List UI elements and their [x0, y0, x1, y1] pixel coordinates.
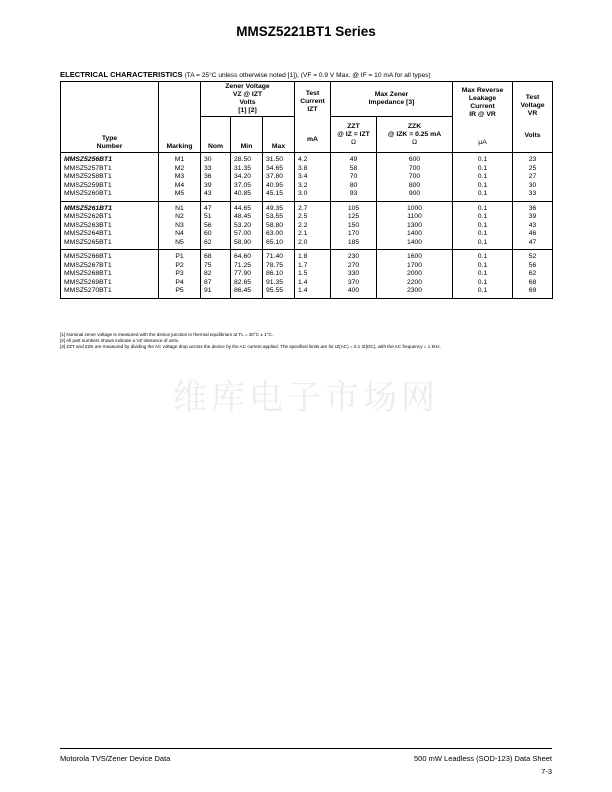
vr-cell: 56: [513, 262, 553, 271]
max-cell: 40.95: [263, 182, 295, 191]
vr-cell: 33: [513, 190, 553, 201]
marking-cell: N3: [159, 222, 201, 231]
marking-cell: P3: [159, 270, 201, 279]
type-cell: MMSZ5262BT1: [61, 213, 159, 222]
table-row: [61, 230, 553, 239]
type-cell: MMSZ5261BT1: [61, 201, 159, 213]
marking-cell: P2: [159, 262, 201, 271]
nom-cell: 91: [201, 287, 231, 298]
ir-cell: 0.1: [453, 153, 513, 165]
vr-cell: 46: [513, 230, 553, 239]
hmr-line3: Current: [470, 103, 495, 110]
header-zzt: [331, 117, 377, 153]
nom-cell: 39: [201, 182, 231, 191]
min-cell: 82.65: [231, 279, 263, 288]
vr-cell: 47: [513, 239, 553, 250]
zzk-cell: 600: [377, 153, 453, 165]
min-cell: 40.85: [231, 190, 263, 201]
max-cell: 34.65: [263, 165, 295, 174]
izt-cell: 1.4: [295, 287, 331, 298]
type-cell: MMSZ5257BT1: [61, 165, 159, 174]
marking-cell: N1: [159, 201, 201, 213]
marking-cell: P5: [159, 287, 201, 298]
nom-cell: 30: [201, 153, 231, 165]
zzt-cell: 230: [331, 250, 377, 262]
min-cell: 28.50: [231, 153, 263, 165]
table-row: [61, 190, 553, 201]
max-cell: 91.35: [263, 279, 295, 288]
nom-cell: 60: [201, 230, 231, 239]
ir-cell: 0.1: [453, 279, 513, 288]
zzt-cell: 330: [331, 270, 377, 279]
table-row: [61, 279, 553, 288]
nom-cell: 36: [201, 173, 231, 182]
vr-cell: 43: [513, 222, 553, 231]
izt-cell: 3.8: [295, 165, 331, 174]
min-cell: 77.90: [231, 270, 263, 279]
hzzk-line2: @ IZK = 0.25 mA: [387, 130, 442, 138]
footnotes: [60, 332, 560, 351]
ir-cell: 0.1: [453, 230, 513, 239]
htv-unit: Volts: [524, 132, 541, 139]
footnote-1: [1] Nominal zener voltage is measured with the device junction in thermal equilibrium at TL = 30°C ± 1°C.: [60, 332, 274, 337]
min-cell: 58.90: [231, 239, 263, 250]
izt-cell: 2.5: [295, 213, 331, 222]
ir-cell: 0.1: [453, 190, 513, 201]
type-cell: MMSZ5269BT1: [61, 279, 159, 288]
zzt-cell: 170: [331, 230, 377, 239]
max-cell: 71.40: [263, 250, 295, 262]
hzzt-line2: @ IZ = IZT: [337, 130, 370, 138]
vr-cell: 68: [513, 279, 553, 288]
hzzk-line1: ZZK: [407, 122, 422, 130]
hz-line4: [1] [2]: [238, 107, 257, 114]
type-cell: MMSZ5266BT1: [61, 250, 159, 262]
vr-cell: 23: [513, 153, 553, 165]
hzzk-unit: Ω: [411, 138, 418, 146]
header-zener-voltage: [201, 82, 295, 117]
izt-cell: 1.8: [295, 250, 331, 262]
table-body: [61, 153, 553, 299]
max-cell: 65.10: [263, 239, 295, 250]
marking-cell: M4: [159, 182, 201, 191]
izt-cell: 1.4: [295, 279, 331, 288]
hz-line3: Volts: [239, 99, 256, 106]
zzt-cell: 125: [331, 213, 377, 222]
htc-line2: Current: [300, 98, 325, 105]
header-min: Min: [231, 117, 263, 153]
zzk-cell: 1300: [377, 222, 453, 231]
ir-cell: 0.1: [453, 222, 513, 231]
table-row: [61, 287, 553, 298]
htc-line1: Test: [305, 90, 320, 97]
zzt-cell: 400: [331, 287, 377, 298]
zzk-cell: 1100: [377, 213, 453, 222]
header-max-reverse-leakage: [453, 82, 513, 153]
zzk-cell: 700: [377, 173, 453, 182]
ir-cell: 0.1: [453, 270, 513, 279]
zzt-cell: 58: [331, 165, 377, 174]
max-cell: 78.75: [263, 262, 295, 271]
zzk-cell: 1600: [377, 250, 453, 262]
zzt-cell: 70: [331, 173, 377, 182]
zzk-cell: 1700: [377, 262, 453, 271]
zzk-cell: 2300: [377, 287, 453, 298]
table-row: [61, 239, 553, 250]
table-row: [61, 173, 553, 182]
htc-unit: mA: [307, 136, 318, 143]
ir-cell: 0.1: [453, 213, 513, 222]
izt-cell: 1.5: [295, 270, 331, 279]
min-cell: 57.00: [231, 230, 263, 239]
table-row: [61, 250, 553, 262]
izt-cell: 2.1: [295, 230, 331, 239]
header-max: Max: [263, 117, 295, 153]
nom-cell: 75: [201, 262, 231, 271]
ir-cell: 0.1: [453, 250, 513, 262]
max-cell: 45.15: [263, 190, 295, 201]
nom-cell: 68: [201, 250, 231, 262]
zzt-cell: 93: [331, 190, 377, 201]
zzk-cell: 800: [377, 182, 453, 191]
marking-cell: N5: [159, 239, 201, 250]
ir-cell: 0.1: [453, 239, 513, 250]
table-row: [61, 222, 553, 231]
conditions-label: ELECTRICAL CHARACTERISTICS: [60, 70, 183, 79]
hz-line2: VZ @ IZT: [232, 91, 263, 98]
type-cell: MMSZ5256BT1: [61, 153, 159, 165]
min-cell: 31.35: [231, 165, 263, 174]
izt-cell: 2.7: [295, 201, 331, 213]
vr-cell: 39: [513, 213, 553, 222]
header-type: [61, 82, 159, 153]
hmr-line4: IR @ VR: [469, 111, 496, 118]
zzk-cell: 2000: [377, 270, 453, 279]
page-number: 7-3: [541, 767, 552, 776]
zzt-cell: 150: [331, 222, 377, 231]
nom-cell: 62: [201, 239, 231, 250]
ir-cell: 0.1: [453, 262, 513, 271]
zzk-cell: 1400: [377, 230, 453, 239]
marking-cell: M1: [159, 153, 201, 165]
vr-cell: 36: [513, 201, 553, 213]
hmz-line2: Impedance [3]: [368, 99, 415, 106]
hmr-unit: µA: [478, 139, 487, 146]
nom-cell: 51: [201, 213, 231, 222]
conditions-line: [60, 70, 560, 79]
vr-cell: 25: [513, 165, 553, 174]
header-max-zener-impedance: [331, 82, 453, 117]
type-cell: MMSZ5260BT1: [61, 190, 159, 201]
hz-line1: Zener Voltage: [225, 83, 270, 90]
max-cell: 53.55: [263, 213, 295, 222]
vr-cell: 27: [513, 173, 553, 182]
vr-cell: 30: [513, 182, 553, 191]
zzt-cell: 105: [331, 201, 377, 213]
nom-cell: 43: [201, 190, 231, 201]
header-zzk: [377, 117, 453, 153]
header-test-current: [295, 82, 331, 153]
zzt-cell: 270: [331, 262, 377, 271]
izt-cell: 3.0: [295, 190, 331, 201]
hmz-line1: Max Zener: [374, 91, 409, 98]
type-cell: MMSZ5264BT1: [61, 230, 159, 239]
footer-right: 500 mW Leadless (SOD-123) Data Sheet: [414, 754, 552, 763]
max-cell: 63.00: [263, 230, 295, 239]
min-cell: 37.05: [231, 182, 263, 191]
izt-cell: 2.0: [295, 239, 331, 250]
table-row: [61, 153, 553, 165]
footer-divider: [60, 748, 552, 749]
izt-cell: 3.2: [295, 182, 331, 191]
max-cell: 31.50: [263, 153, 295, 165]
type-cell: MMSZ5265BT1: [61, 239, 159, 250]
max-cell: 49.35: [263, 201, 295, 213]
min-cell: 71.25: [231, 262, 263, 271]
marking-cell: M3: [159, 173, 201, 182]
vr-cell: 62: [513, 270, 553, 279]
vr-cell: 52: [513, 250, 553, 262]
zzt-cell: 185: [331, 239, 377, 250]
zzk-cell: 2200: [377, 279, 453, 288]
table-row: [61, 213, 553, 222]
header-type-line2: Number: [96, 143, 123, 150]
izt-cell: 4.2: [295, 153, 331, 165]
hmr-line1: Max Reverse: [461, 87, 504, 94]
zzt-cell: 370: [331, 279, 377, 288]
max-cell: 95.55: [263, 287, 295, 298]
table-row: [61, 165, 553, 174]
zzt-cell: 49: [331, 153, 377, 165]
header-type-line1: Type: [101, 135, 118, 142]
hmr-line2: Leakage: [468, 95, 497, 102]
max-cell: 86.10: [263, 270, 295, 279]
nom-cell: 33: [201, 165, 231, 174]
watermark: 维库电子市场网: [173, 378, 439, 418]
min-cell: 44.65: [231, 201, 263, 213]
vr-cell: 69: [513, 287, 553, 298]
izt-cell: 1.7: [295, 262, 331, 271]
type-cell: MMSZ5258BT1: [61, 173, 159, 182]
header-test-voltage: [513, 82, 553, 153]
type-cell: MMSZ5270BT1: [61, 287, 159, 298]
htv-line2: Voltage: [520, 102, 545, 109]
type-cell: MMSZ5267BT1: [61, 262, 159, 271]
htc-line3: IZT: [307, 106, 318, 113]
izt-cell: 2.2: [295, 222, 331, 231]
table-row: [61, 201, 553, 213]
htv-line3: VR: [527, 110, 538, 117]
type-cell: MMSZ5259BT1: [61, 182, 159, 191]
nom-cell: 82: [201, 270, 231, 279]
ir-cell: 0.1: [453, 173, 513, 182]
zzk-cell: 700: [377, 165, 453, 174]
min-cell: 53.20: [231, 222, 263, 231]
min-cell: 48.45: [231, 213, 263, 222]
zzk-cell: 1000: [377, 201, 453, 213]
zzt-cell: 80: [331, 182, 377, 191]
ir-cell: 0.1: [453, 165, 513, 174]
max-cell: 37.80: [263, 173, 295, 182]
table-row: [61, 270, 553, 279]
type-cell: MMSZ5263BT1: [61, 222, 159, 231]
table-row: [61, 182, 553, 191]
marking-cell: P1: [159, 250, 201, 262]
zzk-cell: 900: [377, 190, 453, 201]
max-cell: 58.80: [263, 222, 295, 231]
nom-cell: 47: [201, 201, 231, 213]
min-cell: 86.45: [231, 287, 263, 298]
ir-cell: 0.1: [453, 201, 513, 213]
marking-cell: P4: [159, 279, 201, 288]
hzzt-unit: Ω: [350, 138, 357, 146]
page-title: MMSZ5221BT1 Series: [236, 24, 376, 39]
footer-left: Motorola TVS/Zener Device Data: [60, 754, 171, 763]
type-cell: MMSZ5268BT1: [61, 270, 159, 279]
ir-cell: 0.1: [453, 287, 513, 298]
header-marking: Marking: [159, 82, 201, 153]
nom-cell: 56: [201, 222, 231, 231]
nom-cell: 87: [201, 279, 231, 288]
marking-cell: N2: [159, 213, 201, 222]
ir-cell: 0.1: [453, 182, 513, 191]
marking-cell: M5: [159, 190, 201, 201]
marking-cell: N4: [159, 230, 201, 239]
electrical-characteristics-table: [60, 81, 553, 299]
hzzt-line1: ZZT: [347, 122, 360, 130]
footnote-3: [3] ZZT and ZZK are measured by dividing the AC voltage drop across the device by the AC current applied. The specified limits are for IZ(AC) = 0.1 IZ(DC), with the AC frequency = 1 kHz.: [60, 344, 441, 350]
footnote-2: [2] All part numbers shown indicate a VZ tolerance of ±5%.: [60, 338, 180, 344]
conditions-text: (TA = 25°C unless otherwise noted [1]), (VF = 0.9 V Max. @ IF = 10 mA for all types): [184, 72, 431, 79]
izt-cell: 3.4: [295, 173, 331, 182]
header-nom: Nom: [201, 117, 231, 153]
marking-cell: M2: [159, 165, 201, 174]
min-cell: 34.20: [231, 173, 263, 182]
htv-line1: Test: [525, 94, 540, 101]
zzk-cell: 1400: [377, 239, 453, 250]
min-cell: 64.60: [231, 250, 263, 262]
table-row: [61, 262, 553, 271]
